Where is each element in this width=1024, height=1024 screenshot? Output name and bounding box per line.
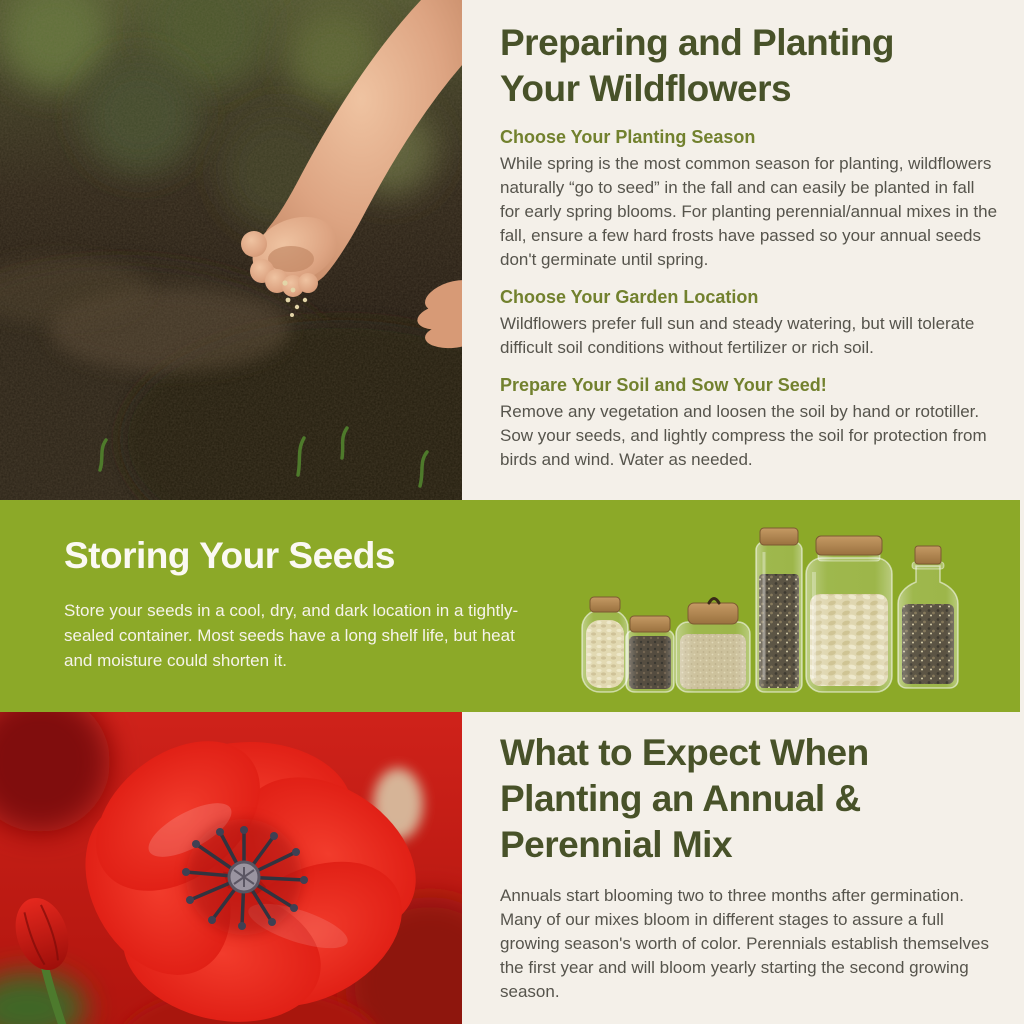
storing-seeds-body: Store your seeds in a cool, dry, and dark location in a tightly-sealed container. Most seeds have a long shelf life, but heat and moisture could shorten it. [64,601,519,670]
preparing-planting-section [0,0,1024,500]
storing-seeds-title: Storing Your Seeds [64,535,395,576]
seed-jar-6-bottle-dark [898,546,958,688]
expectations-body: Annuals start blooming two to three months after germination. Many of our mixes bloom in different stages to assure a full growing season's worth of color. Perennials establish themselves the first year and will bloom yearly starting the second growing season. [500,886,989,1001]
what-to-expect-section [0,712,1024,1024]
sowing-seeds-photo [0,0,462,500]
subsection-body: Remove any vegetation and loosen the soil by hand or rototiller. Sow your seeds, and lightly compress the soil for protection from birds and wind. Water as needed. [500,402,987,469]
poppy-illustration [0,712,462,1024]
subsection-body: While spring is the most common season for planting, wildflowers naturally “go to seed” in the fall and can easily be planted in fall for early spring blooms. For planting perennial/annual mixes in the fall, ensure a few hard frosts have passed so your annual seeds don't germinate until spring. [500,154,998,269]
page-title-line-1: Preparing and Planting [500,22,894,63]
storing-seeds-band [0,500,1020,712]
page-title [500,20,998,112]
seed-jar-3-squat-sand [676,599,750,693]
expectations-title [500,730,998,868]
page-title-line-2: Your Wildflowers [500,68,792,109]
subsection-prepare-soil [500,374,998,472]
subsection-title: Prepare Your Soil and Sow Your Seed! [500,375,827,395]
expectations-panel [462,712,1024,1024]
subsection-title: Choose Your Planting Season [500,127,756,147]
planting-guide-panel [462,0,1024,500]
seed-jar-2-dark [626,616,674,692]
expectations-title-line-2: Planting an Annual & [500,778,861,819]
subsection-garden-location [500,286,998,360]
subsection-planting-season [500,126,998,272]
subsection-body: Wildflowers prefer full sun and steady watering, but will tolerate difficult soil conditions without fertilizer or rich soil. [500,314,975,357]
expectations-title-line-3: Perennial Mix [500,824,733,865]
seed-jars-illustration [576,500,968,700]
seed-jar-5-large-flat-seeds [806,536,892,692]
expectations-title-line-1: What to Expect When [500,732,869,773]
red-poppies-photo [0,712,462,1024]
storing-seeds-text [64,534,532,673]
sowing-seeds-illustration [0,0,462,500]
subsection-title: Choose Your Garden Location [500,287,759,307]
seed-jar-4-tall-mix [756,528,802,692]
seed-jar-1-round-pale [582,597,628,692]
